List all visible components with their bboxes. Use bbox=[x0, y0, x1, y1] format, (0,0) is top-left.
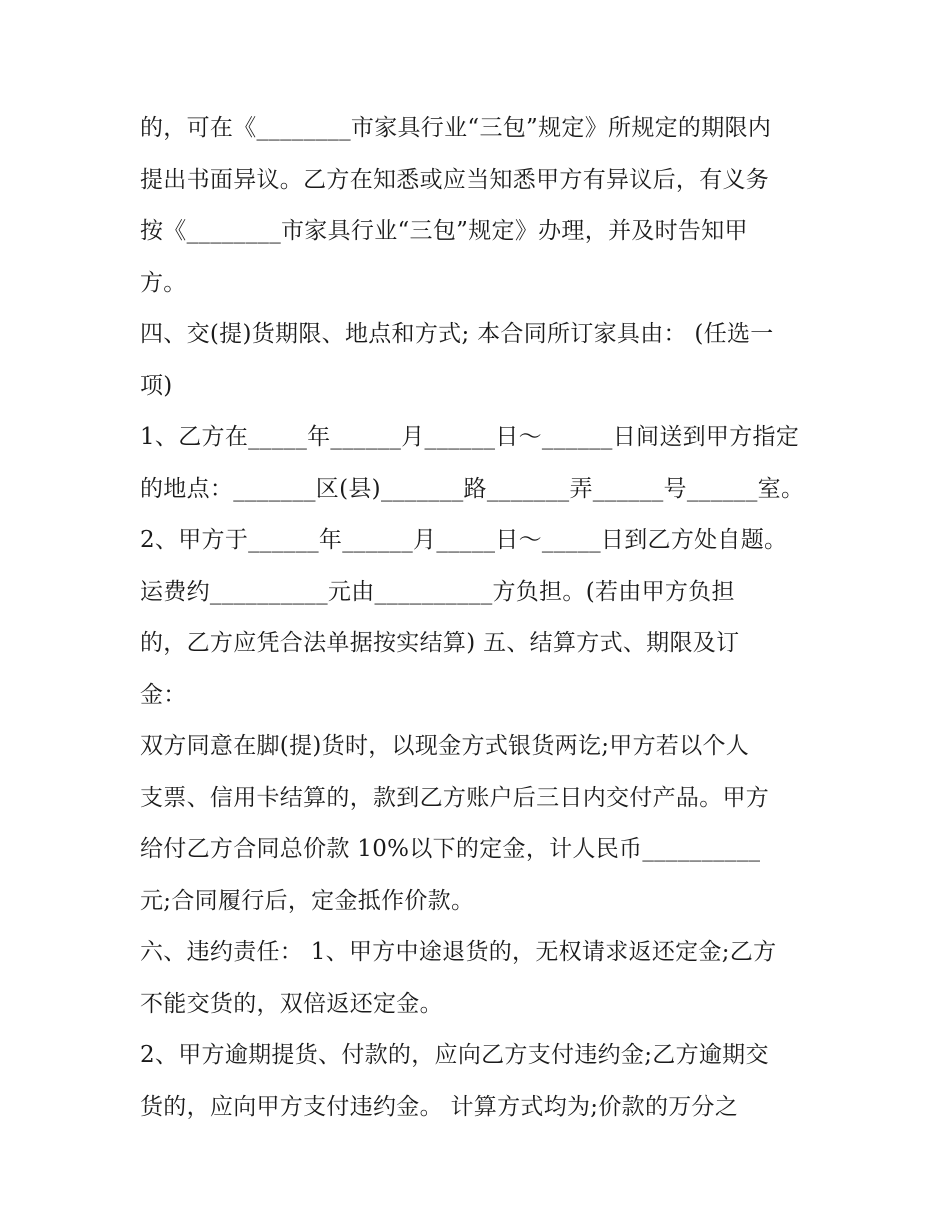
text-line: 的地点：_______区(县)_______路_______弄______号______室。 bbox=[140, 475, 805, 502]
text-line: 双方同意在脚(提)货时，以现金方式银货两讫;甲方若以个人 bbox=[140, 733, 750, 759]
text-line: 按《________市家具行业“三包”规定》办理，并及时告知甲 bbox=[140, 218, 748, 244]
section-heading-line: 六、违约责任： 1、甲方中途退货的，无权请求返还定金;乙方 bbox=[140, 939, 777, 965]
document-body bbox=[140, 103, 820, 1133]
text-line: 项) bbox=[140, 372, 173, 399]
text-line: 给付乙方合同总价款 10%以下的定金，计人民币__________ bbox=[140, 836, 761, 862]
text-line: 金： bbox=[140, 681, 187, 708]
text-line: 支票、信用卡结算的，款到乙方账户后三日内交付产品。甲方 bbox=[140, 784, 770, 811]
text-line: 方。 bbox=[140, 269, 187, 296]
text-line: 2、甲方逾期提货、付款的，应向乙方支付违约金;乙方逾期交 bbox=[140, 1042, 769, 1068]
text-line: 货的，应向甲方支付违约金。 计算方式均为;价款的万分之 bbox=[140, 1093, 739, 1120]
text-line: 提出书面异议。乙方在知悉或应当知悉甲方有异议后，有义务 bbox=[140, 166, 770, 193]
text-line: 不能交货的，双倍返还定金。 bbox=[140, 990, 443, 1017]
text-line: 运费约__________元由__________方负担。(若由甲方负担 bbox=[140, 578, 735, 605]
text-line: 2、甲方于______年______月_____日～_____日到乙方处自题。 bbox=[140, 527, 788, 553]
section-heading-line: 四、交(提)货期限、地点和方式; 本合同所订家具由： (任选一 bbox=[140, 321, 774, 347]
text-line: 的，可在《________市家具行业“三包”规定》所规定的期限内 bbox=[140, 115, 772, 141]
text-line: 的，乙方应凭合法单据按实结算) 五、结算方式、期限及订 bbox=[140, 630, 740, 656]
text-line: 1、乙方在_____年______月______日～______日间送到甲方指定 bbox=[140, 424, 800, 450]
text-line: 元;合同履行后，定金抵作价款。 bbox=[140, 887, 475, 914]
